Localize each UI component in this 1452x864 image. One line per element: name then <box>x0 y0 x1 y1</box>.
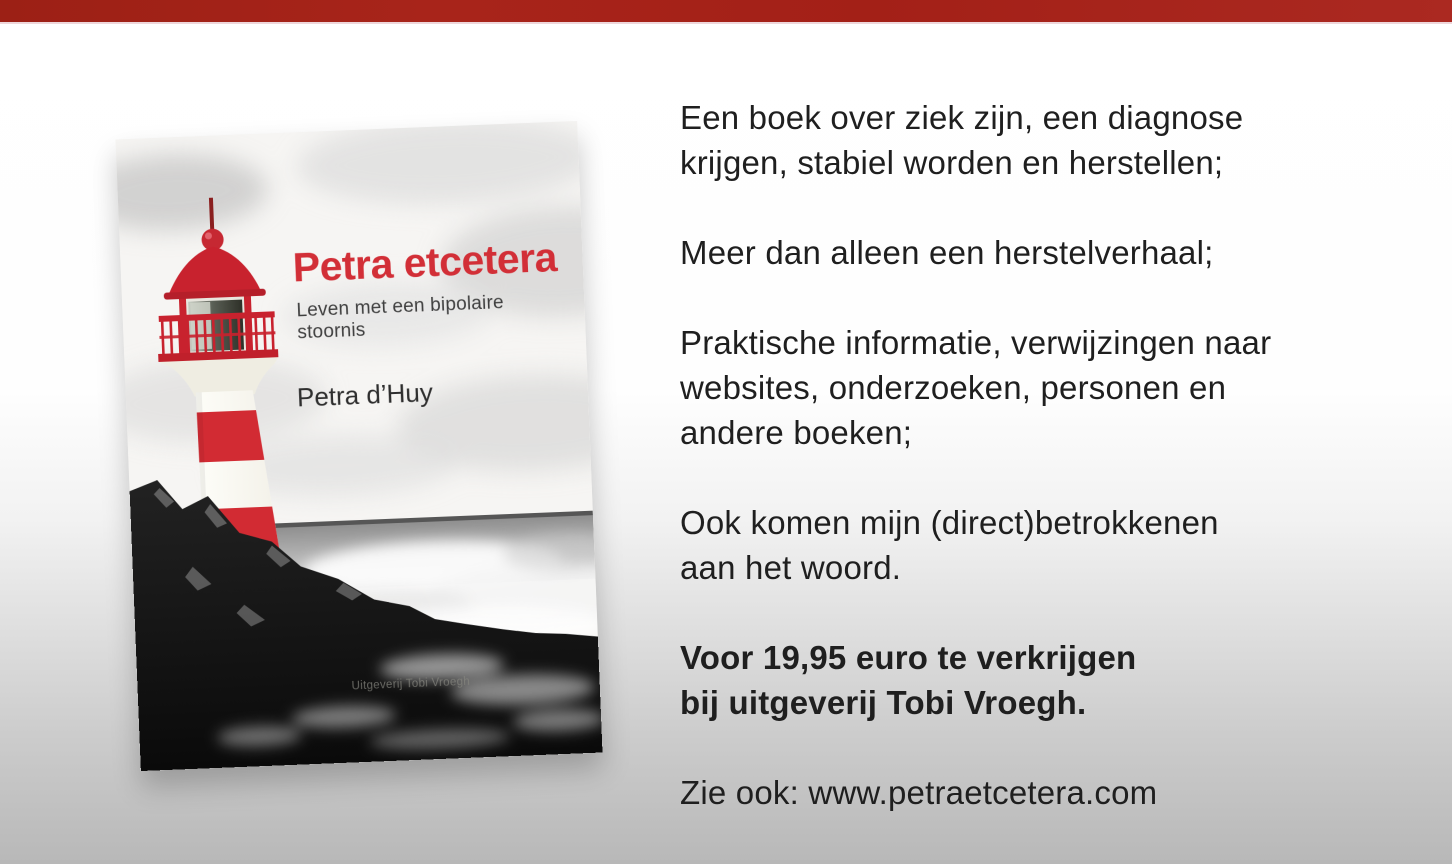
paragraph-website <box>680 770 1380 815</box>
text-line: krijgen, stabiel worden en herstellen; <box>680 144 1224 181</box>
text-line: Meer dan alleen een herstelverhaal; <box>680 234 1214 271</box>
book-subtitle: Leven met een bipolaire stoornis <box>296 292 505 344</box>
text-line: Een boek over ziek zijn, een diagnose <box>680 99 1244 136</box>
paragraph-more-than-recovery <box>680 230 1380 275</box>
text-line: andere boeken; <box>680 414 913 451</box>
paragraph-price <box>680 635 1380 725</box>
text-line: Voor 19,95 euro te verkrijgen <box>680 639 1137 676</box>
website-line: Zie ook: www.petraetcetera.com <box>680 774 1158 811</box>
book-title: Petra etcetera <box>291 233 558 291</box>
body-text-column <box>680 95 1380 860</box>
paragraph-about-book <box>680 95 1380 185</box>
text-line: Ook komen mijn (direct)betrokkenen <box>680 504 1219 541</box>
top-red-bar <box>0 0 1452 24</box>
book-cover <box>116 121 603 771</box>
paragraph-practical-info <box>680 320 1380 455</box>
text-line: bij uitgeverij Tobi Vroegh. <box>680 684 1087 721</box>
book-publisher-credit: Uitgeverij Tobi Vroegh <box>351 675 471 693</box>
text-line: websites, onderzoeken, personen en <box>680 369 1227 406</box>
book-author: Petra d’Huy <box>296 377 434 413</box>
text-line: Praktische informatie, verwijzingen naar <box>680 324 1272 361</box>
text-line: aan het woord. <box>680 549 902 586</box>
paragraph-relatives <box>680 500 1380 590</box>
